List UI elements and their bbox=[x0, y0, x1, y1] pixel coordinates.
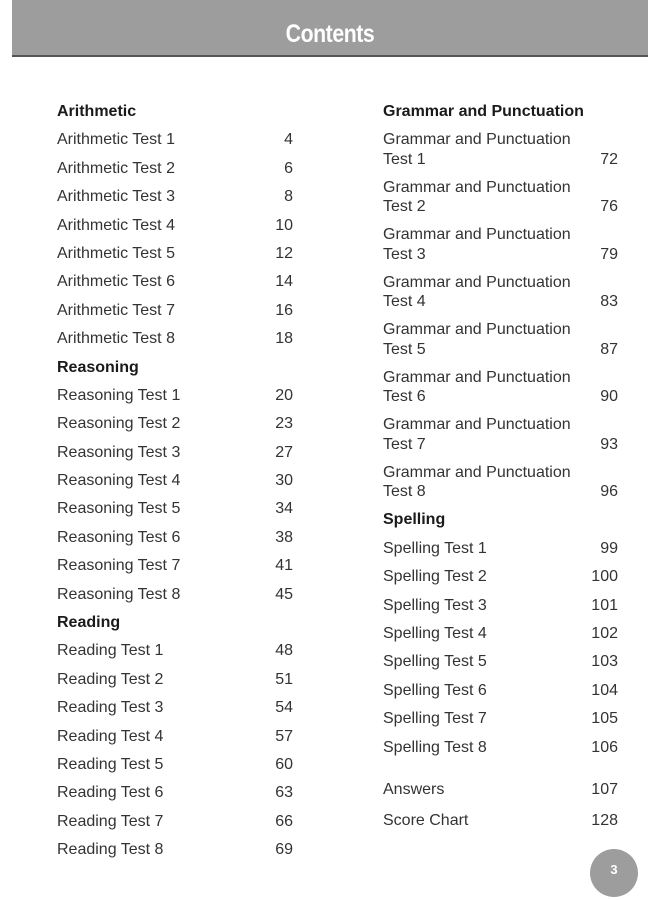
entry-page: 100 bbox=[591, 568, 618, 586]
entry-page: 23 bbox=[275, 415, 293, 433]
toc-entry[interactable] bbox=[383, 413, 618, 461]
section-heading-arithmetic: Arithmetic bbox=[57, 103, 137, 120]
toc-entry[interactable] bbox=[57, 526, 293, 554]
entry-label: Spelling Test 3 bbox=[383, 596, 487, 614]
entry-label: Grammar and Punctuation Test 5 bbox=[383, 321, 571, 358]
toc-entry[interactable] bbox=[57, 725, 293, 753]
entry-page: 20 bbox=[275, 386, 293, 404]
entry-label: Reading Test 3 bbox=[57, 699, 164, 717]
section-heading-grammar-punctuation: Grammar and Punctuation bbox=[383, 103, 584, 120]
entry-label: Arithmetic Test 7 bbox=[57, 301, 175, 319]
entry-page: 60 bbox=[275, 755, 293, 773]
toc-entry[interactable] bbox=[57, 327, 293, 355]
entry-label: Reading Test 5 bbox=[57, 755, 164, 773]
entry-page: 102 bbox=[591, 624, 618, 642]
entry-page: 76 bbox=[600, 198, 618, 216]
entry-page: 48 bbox=[275, 642, 293, 660]
left-column bbox=[57, 100, 293, 867]
entry-page: 30 bbox=[275, 472, 293, 490]
toc-entry[interactable] bbox=[383, 461, 618, 509]
entry-page: 18 bbox=[275, 330, 293, 348]
toc-entry[interactable] bbox=[57, 639, 293, 667]
right-column bbox=[383, 100, 618, 838]
toc-entry[interactable] bbox=[383, 736, 618, 764]
entry-label: Reasoning Test 5 bbox=[57, 500, 181, 518]
entry-page: 45 bbox=[275, 585, 293, 603]
toc-entry[interactable] bbox=[57, 242, 293, 270]
spacer bbox=[383, 764, 618, 778]
entry-page: 79 bbox=[600, 245, 618, 263]
entry-label: Arithmetic Test 8 bbox=[57, 330, 175, 348]
entry-page: 12 bbox=[275, 244, 293, 262]
toc-entry[interactable] bbox=[57, 668, 293, 696]
entry-label: Reasoning Test 2 bbox=[57, 415, 181, 433]
entry-label: Arithmetic Test 3 bbox=[57, 188, 175, 206]
entry-page: 10 bbox=[275, 216, 293, 234]
entry-label: Grammar and Punctuation Test 4 bbox=[383, 273, 571, 311]
toc-entry-answers[interactable] bbox=[383, 778, 618, 810]
toc-entry[interactable] bbox=[57, 214, 293, 242]
toc-entry[interactable] bbox=[57, 441, 293, 469]
entry-label: Spelling Test 6 bbox=[383, 681, 487, 699]
entry-label: Grammar and Punctuation Test 8 bbox=[383, 463, 571, 501]
entry-page: 41 bbox=[275, 557, 293, 575]
toc-entry-score-chart[interactable] bbox=[383, 809, 618, 837]
entry-page: 103 bbox=[591, 653, 618, 671]
toc-entry[interactable] bbox=[383, 223, 618, 271]
entry-page: 38 bbox=[275, 528, 293, 546]
entry-page: 87 bbox=[600, 340, 618, 358]
entry-label: Grammar and Punctuation Test 6 bbox=[383, 368, 571, 406]
entry-label: Spelling Test 5 bbox=[383, 653, 487, 671]
toc-entry[interactable] bbox=[383, 679, 618, 707]
entry-page: 90 bbox=[600, 388, 618, 406]
toc-entry[interactable] bbox=[57, 554, 293, 582]
entry-label: Reasoning Test 6 bbox=[57, 528, 181, 546]
page-title: Contents bbox=[285, 20, 375, 48]
entry-label: Grammar and Punctuation Test 1 bbox=[383, 131, 571, 168]
toc-entry[interactable] bbox=[383, 707, 618, 735]
toc-entry[interactable] bbox=[383, 366, 618, 414]
toc-entry[interactable] bbox=[57, 696, 293, 724]
entry-label: Score Chart bbox=[383, 812, 469, 830]
toc-entry[interactable] bbox=[57, 270, 293, 298]
entry-page: 27 bbox=[275, 443, 293, 461]
entry-page: 105 bbox=[591, 710, 618, 728]
toc-entry[interactable] bbox=[57, 469, 293, 497]
entry-page: 34 bbox=[275, 500, 293, 518]
entry-label: Spelling Test 1 bbox=[383, 539, 487, 557]
entry-label: Reading Test 4 bbox=[57, 727, 164, 745]
toc-entry[interactable] bbox=[57, 185, 293, 213]
section-heading-reading: Reading bbox=[57, 614, 121, 632]
entry-page: 107 bbox=[591, 780, 618, 798]
entry-label: Grammar and Punctuation Test 3 bbox=[383, 226, 571, 263]
entry-label: Arithmetic Test 2 bbox=[57, 159, 175, 177]
entry-label: Reading Test 1 bbox=[57, 642, 164, 660]
entry-label: Spelling Test 4 bbox=[383, 624, 487, 642]
toc-entry[interactable] bbox=[57, 299, 293, 327]
entry-label: Spelling Test 2 bbox=[383, 568, 487, 586]
toc-entry[interactable] bbox=[57, 497, 293, 525]
entry-page: 69 bbox=[275, 841, 293, 859]
entry-page: 6 bbox=[284, 159, 293, 177]
entry-page: 66 bbox=[275, 812, 293, 830]
entry-page: 51 bbox=[275, 670, 293, 688]
toc-entry[interactable] bbox=[57, 128, 293, 156]
entry-page: 8 bbox=[284, 188, 293, 206]
entry-label: Reading Test 7 bbox=[57, 812, 164, 830]
entry-page: 57 bbox=[275, 727, 293, 745]
entry-label: Spelling Test 8 bbox=[383, 738, 487, 756]
section-heading-reasoning: Reasoning bbox=[57, 358, 139, 376]
toc-entry[interactable] bbox=[57, 583, 293, 611]
entry-label: Reading Test 2 bbox=[57, 670, 164, 688]
entry-label: Reading Test 8 bbox=[57, 841, 164, 859]
entry-page: 54 bbox=[275, 699, 293, 717]
entry-page: 101 bbox=[591, 596, 618, 614]
entry-page: 4 bbox=[284, 131, 293, 149]
entry-page: 14 bbox=[275, 273, 293, 291]
toc-entry[interactable] bbox=[383, 650, 618, 678]
entry-label: Reasoning Test 4 bbox=[57, 472, 181, 490]
entry-label: Reasoning Test 1 bbox=[57, 386, 181, 404]
toc-entry[interactable] bbox=[57, 412, 293, 440]
toc-entry[interactable] bbox=[383, 318, 618, 366]
toc-entry[interactable] bbox=[57, 781, 293, 809]
page-number: 3 bbox=[610, 862, 618, 877]
entry-page: 72 bbox=[600, 150, 618, 168]
entry-label: Reasoning Test 8 bbox=[57, 585, 181, 603]
entry-label: Arithmetic Test 4 bbox=[57, 216, 175, 234]
contents-header bbox=[12, 0, 648, 57]
entry-page: 99 bbox=[600, 539, 618, 557]
entry-label: Reasoning Test 3 bbox=[57, 443, 181, 461]
entry-page: 104 bbox=[591, 681, 618, 699]
entry-page: 106 bbox=[591, 738, 618, 756]
toc-entry[interactable] bbox=[383, 176, 618, 224]
toc-entry[interactable] bbox=[383, 594, 618, 622]
entry-page: 96 bbox=[600, 483, 618, 501]
toc-entry[interactable] bbox=[57, 384, 293, 412]
entry-page: 83 bbox=[600, 293, 618, 311]
entry-label: Arithmetic Test 6 bbox=[57, 273, 175, 291]
entry-label: Reading Test 6 bbox=[57, 784, 164, 802]
entry-label: Grammar and Punctuation Test 2 bbox=[383, 178, 571, 216]
toc-entry[interactable] bbox=[57, 838, 293, 866]
entry-label: Grammar and Punctuation Test 7 bbox=[383, 416, 571, 453]
entry-label: Answers bbox=[383, 780, 445, 798]
entry-page: 93 bbox=[600, 435, 618, 453]
entry-label: Spelling Test 7 bbox=[383, 710, 487, 728]
entry-page: 63 bbox=[275, 784, 293, 802]
toc-entry[interactable] bbox=[57, 810, 293, 838]
toc-entry[interactable] bbox=[383, 128, 618, 176]
toc-entry[interactable] bbox=[57, 753, 293, 781]
entry-label: Reasoning Test 7 bbox=[57, 557, 181, 575]
toc-entry[interactable] bbox=[383, 622, 618, 650]
toc-entry[interactable] bbox=[57, 157, 293, 185]
section-heading-spelling: Spelling bbox=[383, 511, 446, 529]
entry-page: 16 bbox=[275, 301, 293, 319]
entry-label: Arithmetic Test 1 bbox=[57, 131, 175, 149]
entry-page: 128 bbox=[591, 812, 618, 830]
page-edge bbox=[648, 840, 660, 900]
entry-label: Arithmetic Test 5 bbox=[57, 244, 175, 262]
toc-entry[interactable] bbox=[383, 271, 618, 319]
toc-entry[interactable] bbox=[383, 565, 618, 593]
toc-entry[interactable] bbox=[383, 537, 618, 565]
